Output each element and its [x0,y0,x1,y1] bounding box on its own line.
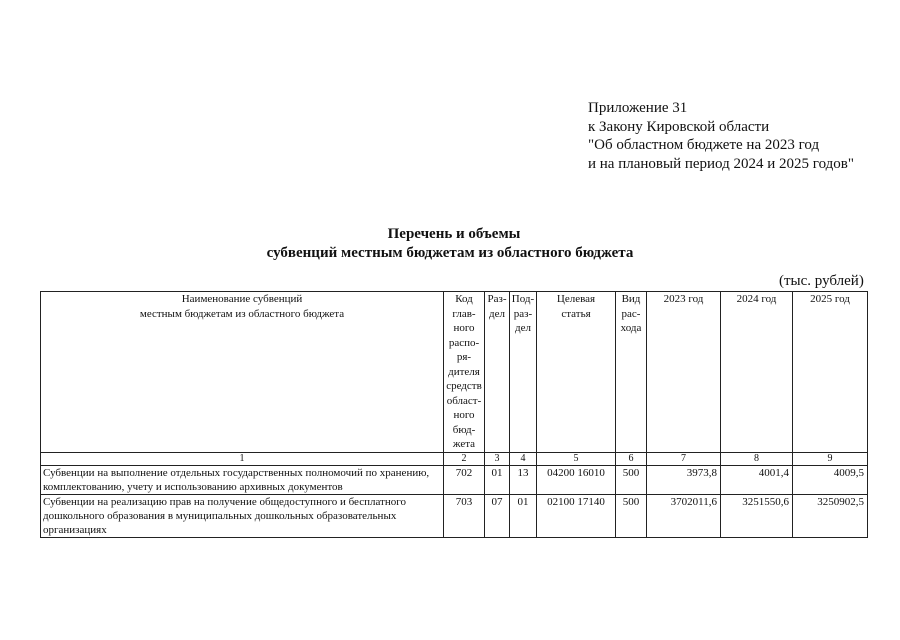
row-name: Субвенции на выполнение отдельных государственных полномочий по хранению, комплектованию, учету и использованию архивных документов [41,465,444,494]
column-number: 4 [510,452,537,465]
table-row [41,494,868,537]
row-code: 702 [444,465,485,494]
column-number: 8 [721,452,793,465]
column-number: 1 [41,452,444,465]
column-number: 7 [647,452,721,465]
header-subsection: Под- раз- дел [510,292,537,453]
unit-label: (тыс. рублей) [779,273,864,289]
column-number: 5 [537,452,616,465]
appendix-line: к Закону Кировской области [588,118,770,135]
header-name: Наименование субвенций местным бюджетам из областного бюджета [41,292,444,453]
document-title-line2: субвенций местным бюджетам из областного бюджета [266,245,634,261]
row-2025: 4009,5 [793,465,868,494]
column-number: 2 [444,452,485,465]
column-number: 3 [485,452,510,465]
row-target: 02100 17140 [537,494,616,537]
appendix-line: и на плановый период 2024 и 2025 годов" [588,155,854,172]
row-section: 07 [485,494,510,537]
header-target: Целевая статья [537,292,616,453]
appendix-line: Приложение 31 [588,100,688,116]
row-type: 500 [616,494,647,537]
header-2025: 2025 год [793,292,868,453]
row-code: 703 [444,494,485,537]
column-number: 6 [616,452,647,465]
header-2023: 2023 год [647,292,721,453]
appendix-block [588,99,854,173]
header-2024: 2024 год [721,292,793,453]
table-header-row [41,292,868,453]
row-subsection: 01 [510,494,537,537]
header-section: Раз- дел [485,292,510,453]
column-number: 9 [793,452,868,465]
header-type: Вид рас- хода [616,292,647,453]
row-name: Субвенции на реализацию прав на получение общедоступного и бесплатного дошкольного образования в муниципальных дошкольных образовательных организациях [41,494,444,537]
row-2023: 3702011,6 [647,494,721,537]
row-type: 500 [616,465,647,494]
row-section: 01 [485,465,510,494]
subventions-table [40,291,868,538]
row-2023: 3973,8 [647,465,721,494]
row-2024: 3251550,6 [721,494,793,537]
column-number-row [41,452,868,465]
row-target: 04200 16010 [537,465,616,494]
document-title-line1: Перечень и объемы [387,226,521,242]
row-subsection: 13 [510,465,537,494]
row-2025: 3250902,5 [793,494,868,537]
appendix-line: "Об областном бюджете на 2023 год [588,137,820,153]
row-2024: 4001,4 [721,465,793,494]
table-row [41,465,868,494]
header-code: Код глав- ного распо- ря- дителя средств област- ного бюд- жета [444,292,485,453]
